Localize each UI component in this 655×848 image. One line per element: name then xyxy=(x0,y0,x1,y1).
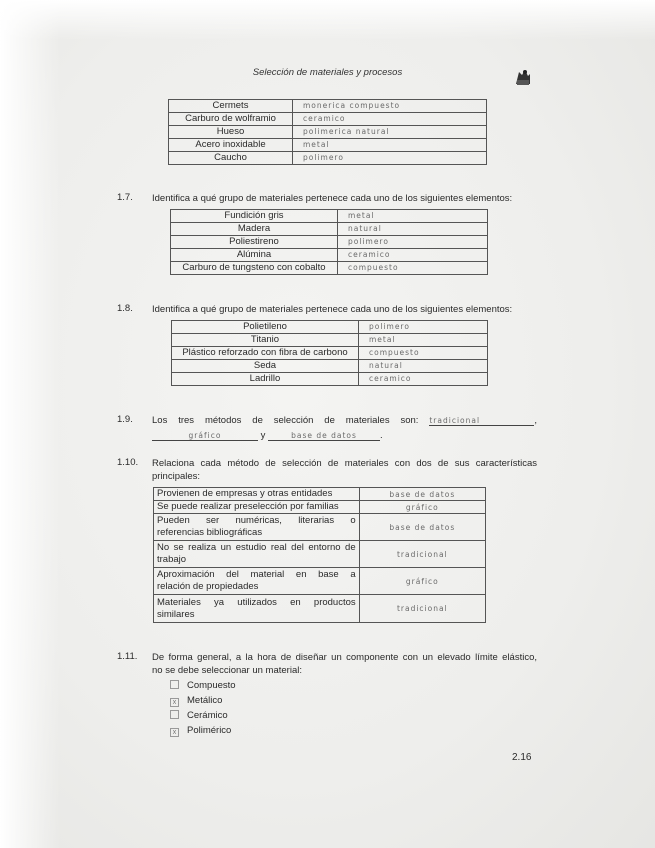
question-text: principales: xyxy=(152,471,201,482)
checkbox[interactable] xyxy=(170,710,179,719)
q18-table xyxy=(171,320,488,386)
table-row: Plástico reforzado con fibra de carbono compuesto xyxy=(172,347,488,360)
table-row: Titanio metal xyxy=(172,334,488,347)
q17-table xyxy=(170,209,488,275)
table-row: No se realiza un estudio real del entorno de trabajo tradicional xyxy=(154,541,486,568)
question-text: Identifica a qué grupo de materiales pertenece cada uno de los siguientes elementos: xyxy=(152,193,513,204)
table-row: Ladrillo ceramico xyxy=(172,373,488,386)
table-row: Carburo de tungsteno con cobalto compuesto xyxy=(171,262,488,275)
table-row: Se puede realizar preselección por familias gráfico xyxy=(154,501,486,514)
question-number: 1.7. xyxy=(117,192,133,203)
q110-table xyxy=(153,487,486,623)
answer-blank[interactable]: gráfico xyxy=(152,431,258,441)
answer-blank[interactable]: base de datos xyxy=(268,431,380,441)
option-ceramico[interactable]: Cerámico xyxy=(170,710,228,721)
question-text: Identifica a qué grupo de materiales pertenece cada uno de los siguientes elementos: xyxy=(152,304,513,315)
table-row: Aproximación del material en base a relación de propiedades gráfico xyxy=(154,568,486,595)
table-row: Fundición gris metal xyxy=(171,210,488,223)
table-row: Materiales ya utilizados en productos similares tradicional xyxy=(154,595,486,623)
header-title: Selección de materiales y procesos xyxy=(252,67,403,78)
page-number: 2.16 xyxy=(512,752,532,763)
table-row: Caucho polimero xyxy=(169,152,487,165)
question-text: Relaciona cada método de selección de materiales con dos de sus características xyxy=(152,458,537,469)
table-row: Seda natural xyxy=(172,360,488,373)
top-materials-table xyxy=(168,99,487,165)
question-number: 1.11. xyxy=(117,651,138,662)
option-polimerico[interactable]: x Polimérico xyxy=(170,725,231,737)
question-text: De forma general, a la hora de diseñar un componente con un elevado límite elástico, xyxy=(152,652,537,663)
checkbox[interactable]: x xyxy=(170,698,179,707)
table-row: Provienen de empresas y otras entidades base de datos xyxy=(154,488,486,501)
table-row: Pueden ser numéricas, literarias o referencias bibliográficas base de datos xyxy=(154,514,486,541)
option-compuesto[interactable]: Compuesto xyxy=(170,680,236,691)
question-text: gráfico y base de datos . xyxy=(152,429,383,442)
table-row: Cermets monerica compuesto xyxy=(169,100,487,113)
table-row: Poliestireno polimero xyxy=(171,236,488,249)
table-row: Madera natural xyxy=(171,223,488,236)
question-text: Los tres métodos de selección de materiales son: tradicional , xyxy=(152,415,537,426)
table-row: Polietileno polimero xyxy=(172,321,488,334)
checkbox[interactable] xyxy=(170,680,179,689)
question-number: 1.9. xyxy=(117,414,133,425)
table-row: Hueso polimerica natural xyxy=(169,126,487,139)
question-number: 1.8. xyxy=(117,303,133,314)
answer-blank[interactable]: tradicional xyxy=(429,416,534,426)
chapter-icon xyxy=(512,66,534,88)
table-row: Alúmina ceramico xyxy=(171,249,488,262)
checkbox[interactable]: x xyxy=(170,728,179,737)
option-metalico[interactable]: x Metálico xyxy=(170,695,222,707)
table-row: Carburo de wolframio ceramico xyxy=(169,113,487,126)
table-row: Acero inoxidable metal xyxy=(169,139,487,152)
question-number: 1.10. xyxy=(117,457,139,468)
question-text: no se debe seleccionar un material: xyxy=(152,665,302,676)
